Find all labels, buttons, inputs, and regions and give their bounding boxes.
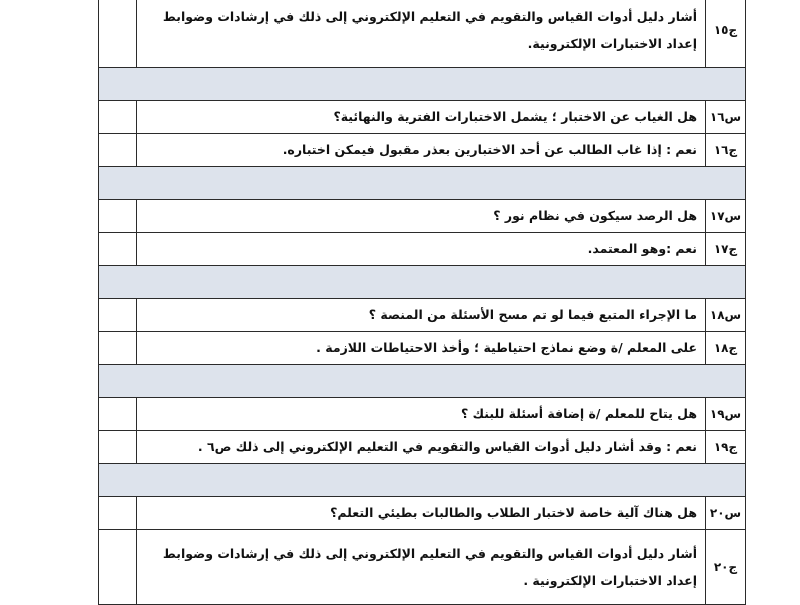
empty-cell [99,299,137,332]
row-number: ج٢٠ [706,530,746,605]
empty-cell [99,0,137,68]
faq-table-body [99,0,746,605]
row-number: ج١٧ [706,233,746,266]
answer-row [99,431,746,464]
empty-cell [99,530,137,605]
question-row [99,200,746,233]
row-number: ج١٨ [706,332,746,365]
separator-row [99,464,746,497]
question-text: ما الإجراء المتبع فيما لو تم مسح الأسئلة من المنصة ؟ [137,299,706,332]
separator-cell [99,464,746,497]
separator-cell [99,167,746,200]
separator-cell [99,365,746,398]
empty-cell [99,134,137,167]
separator-row [99,266,746,299]
question-row [99,101,746,134]
question-text: هل هناك آلية خاصة لاختبار الطلاب والطالبات بطيئي التعلم؟ [137,497,706,530]
separator-cell [99,68,746,101]
answer-text: أشار دليل أدوات القياس والتقويم في التعليم الإلكتروني إلى ذلك في إرشادات وضوابط إعداد الاختبارات الإلكترونية . [137,530,706,605]
separator-row [99,167,746,200]
row-number: س٢٠ [706,497,746,530]
answer-text: نعم : إذا غاب الطالب عن أحد الاختبارين بعذر مقبول فيمكن اختباره. [137,134,706,167]
answer-text: نعم : وقد أشار دليل أدوات القياس والتقويم في التعليم الإلكتروني إلى ذلك ص٦ . [137,431,706,464]
row-number: ج١٩ [706,431,746,464]
faq-table [98,0,746,605]
empty-cell [99,398,137,431]
row-number: س١٨ [706,299,746,332]
answer-row [99,530,746,605]
empty-cell [99,431,137,464]
answer-text: على المعلم /ة وضع نماذج احتياطية ؛ وأخذ الاحتياطات اللازمة . [137,332,706,365]
answer-row [99,332,746,365]
question-text: هل الغياب عن الاختبار ؛ يشمل الاختبارات الفترية والنهائية؟ [137,101,706,134]
empty-cell [99,332,137,365]
empty-cell [99,497,137,530]
empty-cell [99,101,137,134]
question-row [99,497,746,530]
separator-row [99,68,746,101]
question-row [99,398,746,431]
separator-cell [99,266,746,299]
answer-text: نعم :وهو المعتمد. [137,233,706,266]
answer-row [99,0,746,68]
row-number: ج١٥ [706,0,746,68]
answer-text: أشار دليل أدوات القياس والتقويم في التعليم الإلكتروني إلى ذلك في إرشادات وضوابط إعداد الاختبارات الإلكترونية. [137,0,706,68]
row-number: س١٧ [706,200,746,233]
question-text: هل يتاح للمعلم /ة إضافة أسئلة للبنك ؟ [137,398,706,431]
separator-row [99,365,746,398]
answer-row [99,134,746,167]
row-number: ج١٦ [706,134,746,167]
row-number: س١٩ [706,398,746,431]
question-text: هل الرصد سيكون في نظام نور ؟ [137,200,706,233]
answer-row [99,233,746,266]
question-row [99,299,746,332]
empty-cell [99,233,137,266]
empty-cell [99,200,137,233]
row-number: س١٦ [706,101,746,134]
